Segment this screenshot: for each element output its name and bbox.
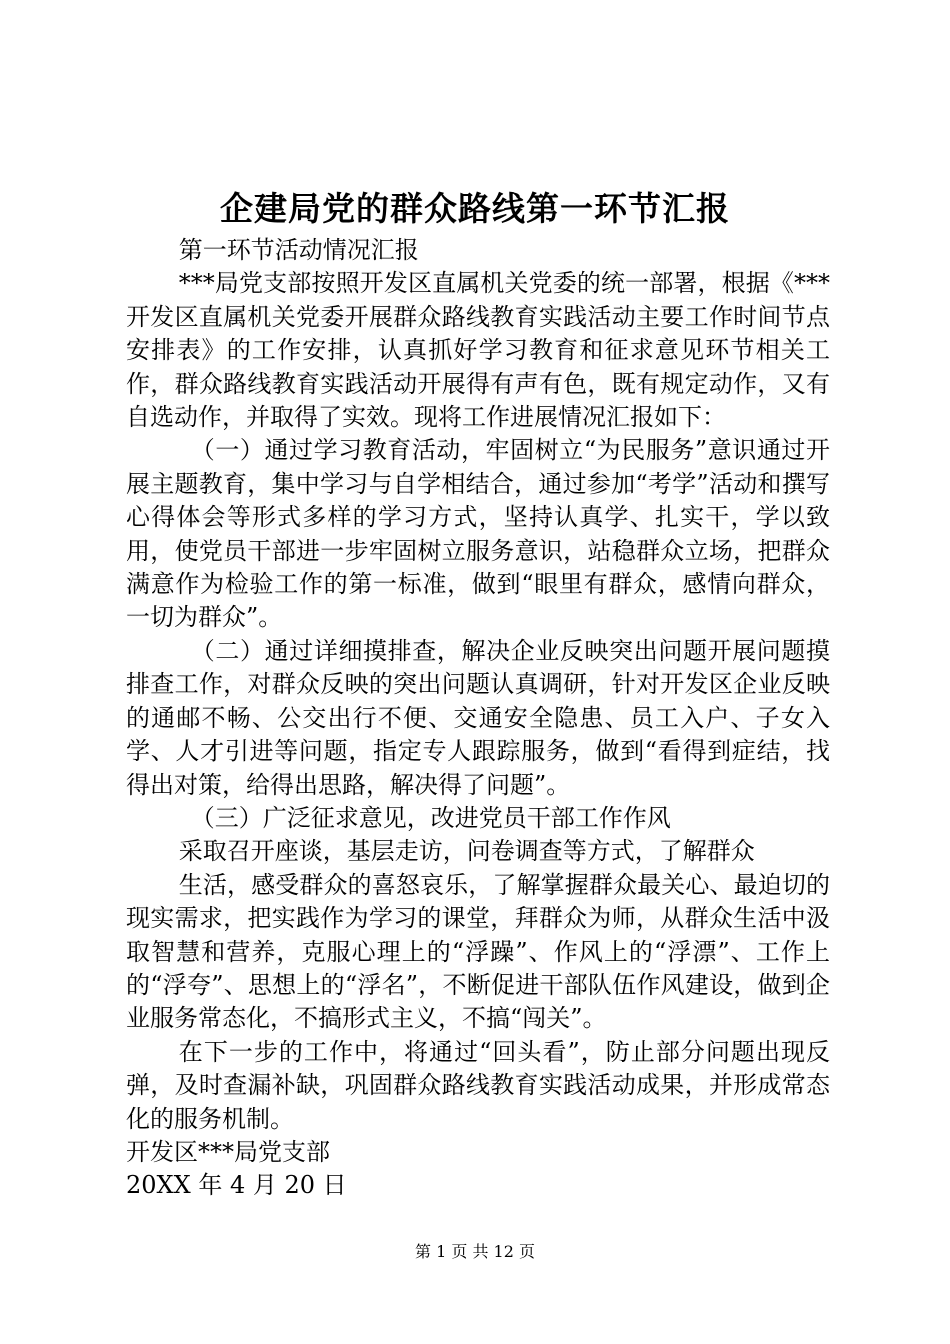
next-steps-paragraph: 在下一步的工作中，将通过“回头看”，防止部分问题出现反弹，及时查漏补缺，巩固群众路线教育实践活动成果，并形成常态化的服务机制。 — [126, 1037, 830, 1133]
section-two-paragraph: （二）通过详细摸排查，解决企业反映突出问题开展问题摸排查工作，对群众反映的突出问题认真调研，针对开发区企业反映的通邮不畅、公交出行不便、交通安全隐患、员工入户、子女入学、人才引进等问题，指定专人跟踪服务，做到“看得到症结，找得出对策，给得出思路，解决得了问题”。 — [126, 636, 830, 799]
section-three-paragraph: 生活，感受群众的喜怒哀乐，了解掌握群众最关心、最迫切的现实需求，把实践作为学习的课堂，拜群众为师，从群众生活中汲取智慧和营养，克服心理上的“浮躁”、作风上的“浮漂”、工作上的“浮夸”、思想上的“浮名”，不断促进干部队伍作风建设，做到企业服务常态化，不搞形式主义，不搞“闯关”。 — [126, 870, 830, 1033]
section-three-heading: （三）广泛征求意见，改进党员干部工作作风 — [190, 803, 671, 832]
document-title: 企建局党的群众路线第一环节汇报 — [220, 189, 730, 228]
signature-organization: 开发区***局党支部 — [126, 1137, 330, 1166]
signature-date: 20XX 年 4 月 20 日 — [126, 1171, 347, 1200]
document-body — [126, 234, 830, 1203]
section-three-lead: 采取召开座谈，基层走访，问卷调查等方式，了解群众 — [178, 837, 755, 866]
section-one-paragraph: （一）通过学习教育活动，牢固树立“为民服务”意识通过开展主题教育，集中学习与自学相结合，通过参加“考学”活动和撰写心得体会等形式多样的学习方式，坚持认真学、扎实干，学以致用，使党员干部进一步牢固树立服务意识，站稳群众立场，把群众满意作为检验工作的第一标准，做到“眼里有群众，感情向群众，一切为群众”。 — [126, 436, 830, 632]
page-footer: 第 1 页 共 12 页 — [415, 1242, 535, 1261]
section-heading: 第一环节活动情况汇报 — [178, 236, 419, 264]
intro-paragraph: ***局党支部按照开发区直属机关党委的统一部署，根据《***开发区直属机关党委开展群众路线教育实践活动主要工作时间节点安排表》的工作安排，认真抓好学习教育和征求意见环节相关工作，群众路线教育实践活动开展得有声有色，既有规定动作，又有自选动作，并取得了实效。现将工作进展情况汇报如下： — [126, 269, 830, 432]
